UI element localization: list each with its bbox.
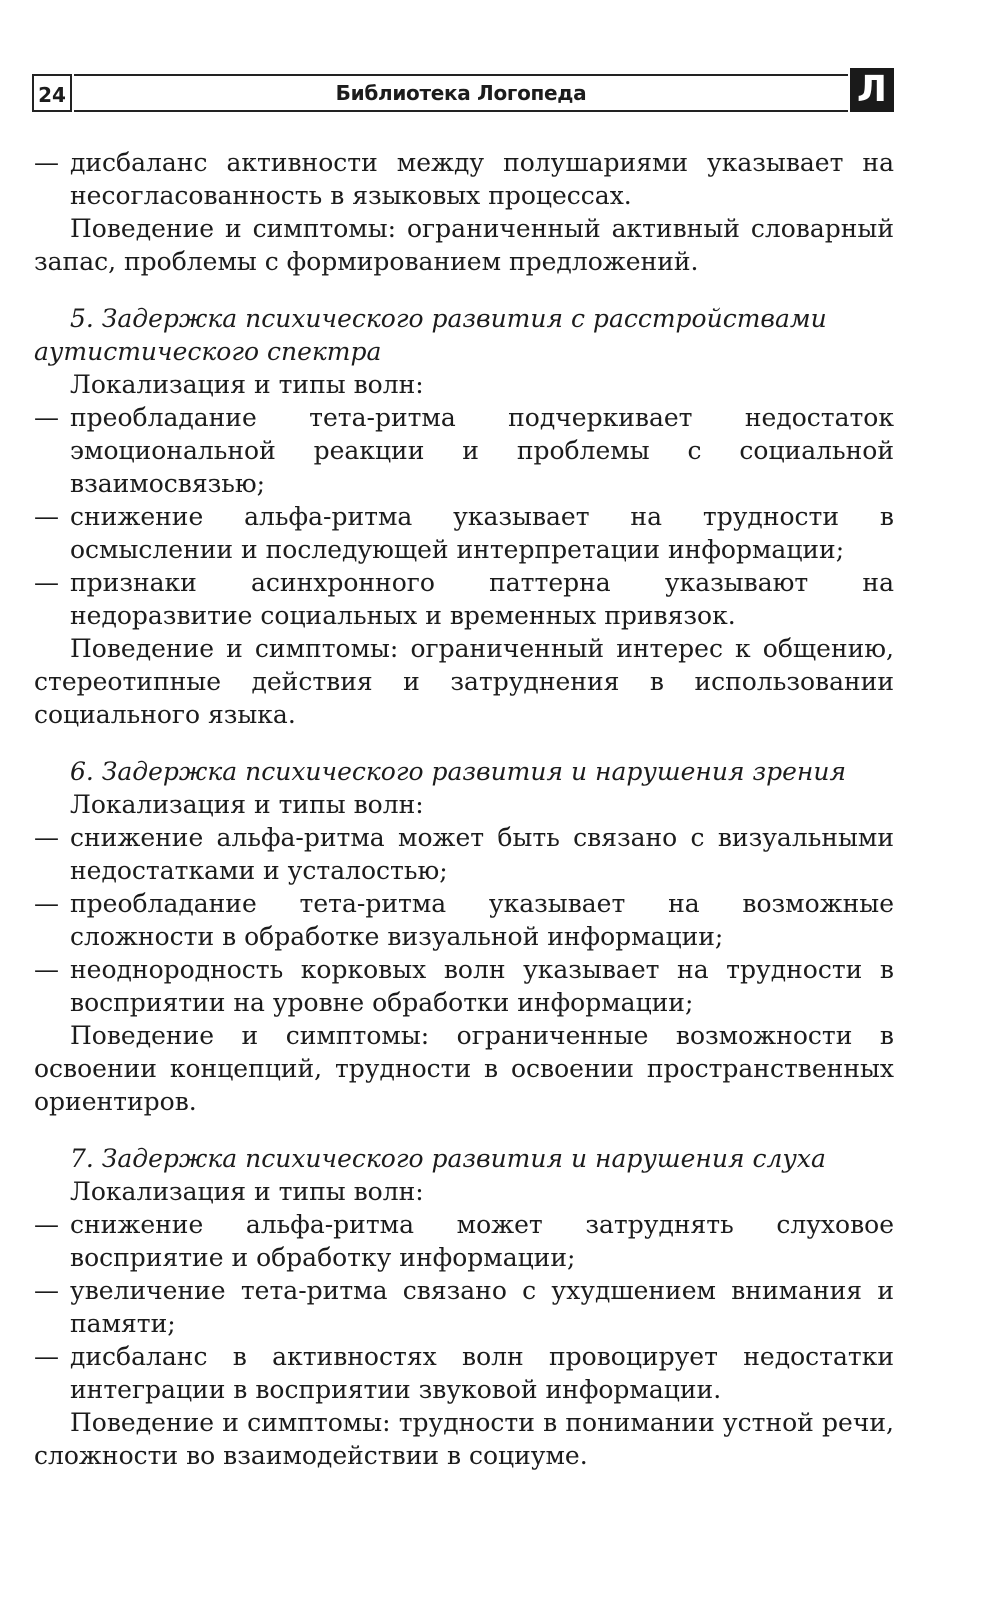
section-heading: 6. Задержка психического развития и нарушения зрения <box>70 757 847 786</box>
page-number: 24 <box>32 74 72 112</box>
list-item: — дисбаланс активности между полушариями указывает на несогласованность в языковых процессах. <box>34 148 894 210</box>
list-item: — признаки асинхронного паттерна указывают на недоразвитие социальных и временных привязок. <box>34 568 894 630</box>
running-title: Библиотека Логопеда <box>335 81 587 105</box>
list-item: — преобладание тета-ритма указывает на возможные сложности в обработке визуальной информации; <box>34 889 894 951</box>
behavior-paragraph: Поведение и симптомы: ограниченные возможности в освоении концепций, трудности в освоении пространственных ориентиров. <box>34 1021 894 1116</box>
localization-subhead: Локализация и типы волн: <box>70 370 424 399</box>
behavior-paragraph: Поведение и симптомы: ограниченный активный словарный запас, проблемы с формированием предложений. <box>34 214 894 276</box>
list-item: — снижение альфа-ритма указывает на трудности в осмыслении и последующей интерпретации информации; <box>34 502 894 564</box>
section-6 <box>34 755 894 1118</box>
list-item: — снижение альфа-ритма может затруднять слуховое восприятие и обработку информации; <box>34 1210 894 1272</box>
localization-subhead: Локализация и типы волн: <box>70 1177 424 1206</box>
list-item: — преобладание тета-ритма подчеркивает недостаток эмоциональной реакции и проблемы с социальной взаимосвязью; <box>34 403 894 498</box>
running-header <box>32 68 888 116</box>
localization-subhead: Локализация и типы волн: <box>70 790 424 819</box>
list-item: — неоднородность корковых волн указывает на трудности в восприятии на уровне обработки информации; <box>34 955 894 1017</box>
section-heading: 5. Задержка психического развития с расстройствами аутистического спектра <box>34 304 827 366</box>
header-rule-bottom <box>74 110 848 112</box>
list-item: — дисбаланс в активностях волн провоцирует недостатки интеграции в восприятии звуковой информации. <box>34 1342 894 1404</box>
behavior-paragraph: Поведение и симптомы: ограниченный интерес к общению, стереотипные действия и затруднения в использовании социального языка. <box>34 634 894 729</box>
list-item: — снижение альфа-ритма может быть связано с визуальными недостатками и усталостью; <box>34 823 894 885</box>
page-body <box>34 146 894 1472</box>
section-heading: 7. Задержка психического развития и нарушения слуха <box>70 1144 826 1173</box>
list-item: — увеличение тета-ритма связано с ухудшением внимания и памяти; <box>34 1276 894 1338</box>
section-7 <box>34 1142 894 1472</box>
behavior-paragraph: Поведение и симптомы: трудности в понимании устной речи, сложности во взаимодействии в социуме. <box>34 1408 894 1470</box>
section-5 <box>34 302 894 731</box>
publisher-logo: Л <box>850 68 894 112</box>
